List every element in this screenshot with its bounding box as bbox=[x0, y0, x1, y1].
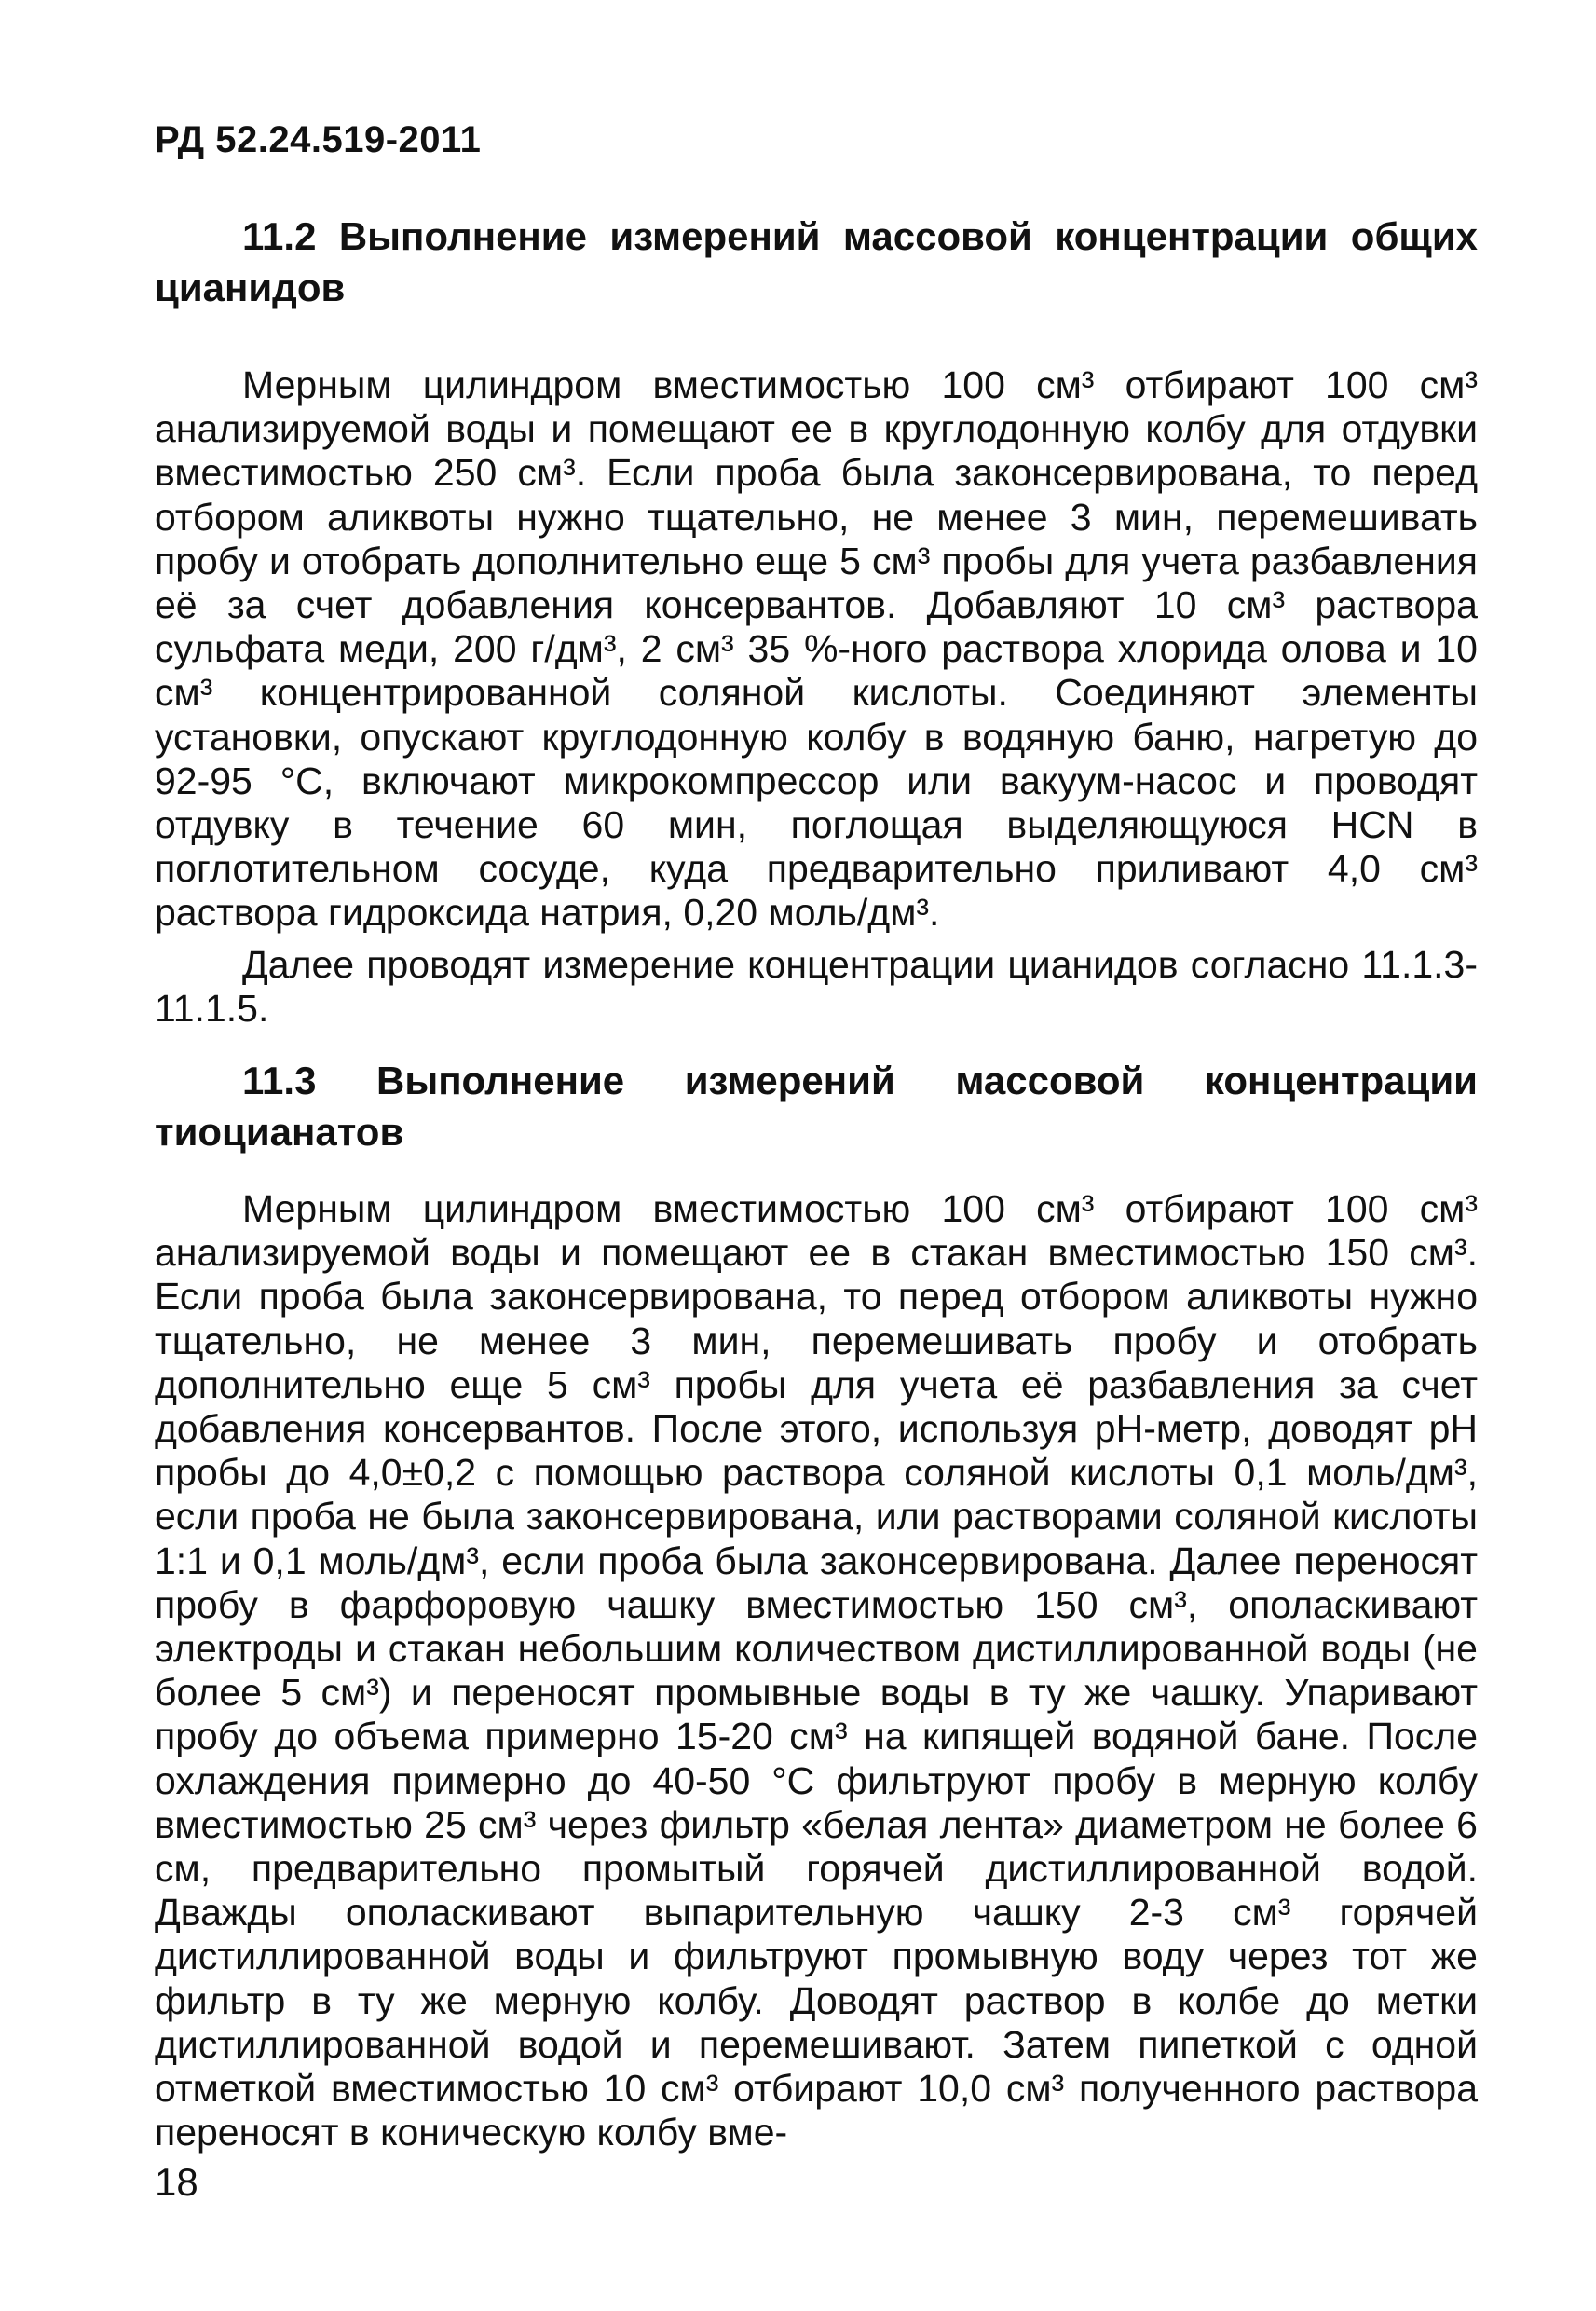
section-heading: 11.3 Выполнение измерений массовой концентрации тиоцианатов bbox=[155, 1059, 1478, 1154]
paragraph: Далее проводят измерение концентрации цианидов согласно 11.1.3-11.1.5. bbox=[155, 942, 1478, 1030]
section-11-2 bbox=[155, 211, 1478, 1031]
document-code-header: РД 52.24.519-2011 bbox=[155, 119, 482, 160]
page-number: 18 bbox=[155, 2160, 198, 2204]
section-11-3 bbox=[155, 1055, 1478, 2154]
paragraph: Мерным цилиндром вместимостью 100 см³ отбирают 100 см³ анализируемой воды и помещают ее в стакан вместимостью 150 см³. Если проба была законсервирована, то перед отбором аликвоты нужно тщательно, не менее 3 мин, перемешивать пробу и отобрать дополнительно еще 5 см³ пробы для учета её разбавления за счет добавления консервантов. После этого, используя рН-метр, доводят рН пробы до 4,0±0,2 с помощью раствора соляной кислоты 0,1 моль/дм³, если проба не была законсервирована, или растворами соляной кислоты 1:1 и 0,1 моль/дм³, если проба была законсервирована. Далее переносят пробу в фарфоровую чашку вместимостью 150 см³, ополаскивают электроды и стакан небольшим количеством дистиллированной воды (не более 5 см³) и переносят промывные воды в ту же чашку. Упаривают пробу до объема примерно 15-20 см³ на кипящей водяной бане. После охлаждения примерно до 40-50 °С фильтруют пробу в мерную колбу вместимостью 25 см³ через фильтр «белая лента» диаметром не более 6 см, предварительно промытый горячей дистиллированной водой. Дважды ополаскивают выпарительную чашку 2-3 см³ горячей дистиллированной воды и фильтруют промывную воду через тот же фильтр в ту же мерную колбу. Доводят раствор в колбе до метки дистиллированной водой и перемешивают. Затем пипеткой с одной отметкой вместимостью 10 см³ отбирают 10,0 см³ полученного раствора переносят в коническую колбу вме- bbox=[155, 1187, 1478, 2154]
paragraph: Мерным цилиндром вместимостью 100 см³ отбирают 100 см³ анализируемой воды и помещают ее в круглодонную колбу для отдувки вместимостью 250 см³. Если проба была законсервирована, то перед отбором аликвоты нужно тщательно, не менее 3 мин, перемешивать пробу и отобрать дополнительно еще 5 см³ пробы для учета разбавления её за счет добавления консервантов. Добавляют 10 см³ раствора сульфата меди, 200 г/дм³, 2 см³ 35 %-ного раствора хлорида олова и 10 см³ концентрированной соляной кислоты. Соединяют элементы установки, опускают круглодонную колбу в водяную баню, нагретую до 92-95 °С, включают микрокомпрессор или вакуум-насос и проводят отдувку в течение 60 мин, поглощая выделяющуюся HCN в поглотительном сосуде, куда предварительно приливают 4,0 см³ раствора гидроксида натрия, 0,20 моль/дм³. bbox=[155, 363, 1478, 935]
section-heading: 11.2 Выполнение измерений массовой концентрации общих цианидов bbox=[155, 214, 1478, 309]
